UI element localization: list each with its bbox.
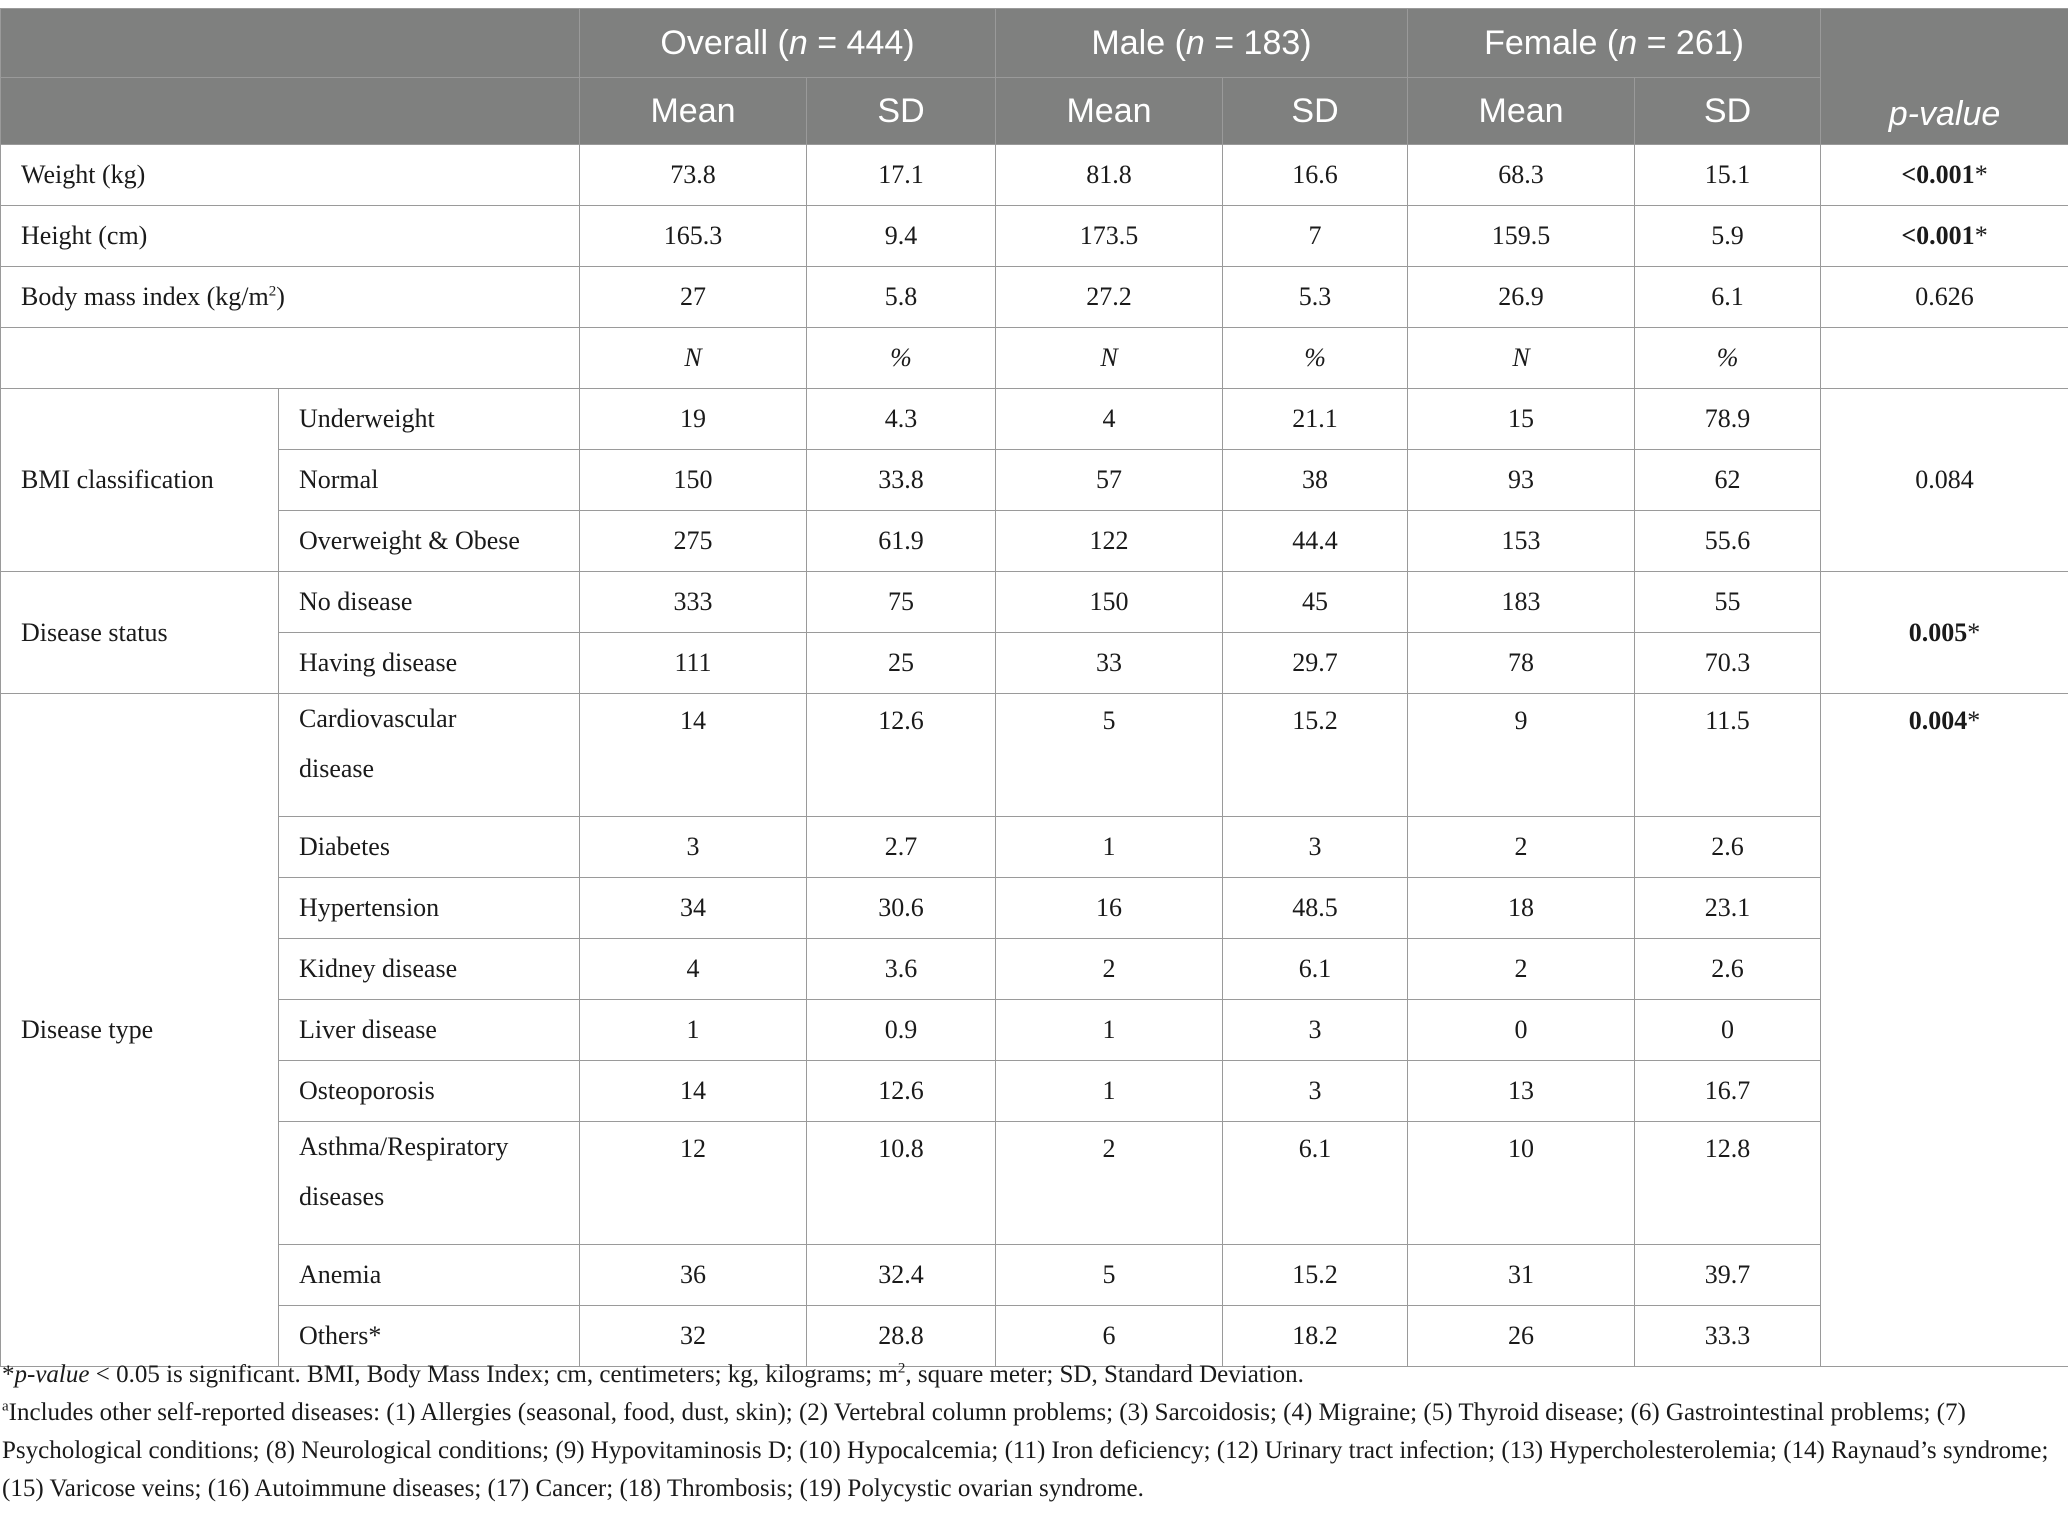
- value-cell: 27.2: [996, 267, 1223, 328]
- sub-row-label-line: disease: [299, 754, 375, 783]
- value-cell: 38: [1223, 450, 1408, 511]
- value-cell: 21.1: [1223, 389, 1408, 450]
- header-p-value: p-value: [1821, 9, 2068, 145]
- value-cell: 25: [807, 633, 996, 694]
- sub-row-label: Normal: [279, 450, 580, 511]
- value-cell: 2: [1408, 817, 1635, 878]
- table-footnotes: [2, 1356, 2062, 1508]
- p-value-star: *: [1967, 617, 1981, 647]
- value-cell: 32: [580, 1306, 807, 1367]
- value-cell: 61.9: [807, 511, 996, 572]
- row-label: [1, 267, 580, 328]
- header-sd: SD: [1635, 78, 1821, 145]
- value-cell: 150: [580, 450, 807, 511]
- p-value-cell: [1821, 694, 2068, 1367]
- sub-row-label: Diabetes: [279, 817, 580, 878]
- n-italic: n: [1185, 23, 1205, 62]
- row-label-text: Weight (kg): [21, 160, 146, 189]
- sub-row-label: Liver disease: [279, 1000, 580, 1061]
- value-cell: 16.6: [1223, 145, 1408, 206]
- table-row: [1, 1061, 2068, 1122]
- p-value-cell: [1821, 389, 2068, 572]
- sub-row-label-line: Asthma/Respiratory: [299, 1132, 509, 1161]
- sub-row-label: No disease: [279, 572, 580, 633]
- value-cell: 26: [1408, 1306, 1635, 1367]
- table-row: [1, 1122, 2068, 1245]
- header-female: Female (n = 261): [1408, 9, 1821, 78]
- header-mean: Mean: [1408, 78, 1635, 145]
- header-sd: SD: [807, 78, 996, 145]
- value-cell: 2: [996, 1122, 1223, 1245]
- footnote-star: *: [2, 1361, 15, 1388]
- table-row: [1, 450, 2068, 511]
- n-percent-cell: N: [996, 328, 1223, 389]
- value-cell: 0.9: [807, 1000, 996, 1061]
- footnote-text-a: < 0.05 is significant. BMI, Body Mass Index; cm, centimeters; kg, kilograms; m: [89, 1361, 898, 1388]
- value-cell: 93: [1408, 450, 1635, 511]
- value-cell: 12.6: [807, 1061, 996, 1122]
- value-cell: 15.2: [1223, 694, 1408, 817]
- sub-row-label: Others*: [279, 1306, 580, 1367]
- value-cell: 32.4: [807, 1245, 996, 1306]
- value-cell: 333: [580, 572, 807, 633]
- value-cell: 62: [1635, 450, 1821, 511]
- header-row-groups: [1, 9, 2068, 78]
- sub-row-label: Hypertension: [279, 878, 580, 939]
- header-male: Male (n = 183): [996, 9, 1408, 78]
- value-cell: 122: [996, 511, 1223, 572]
- table-row: [1, 878, 2068, 939]
- value-cell: 159.5: [1408, 206, 1635, 267]
- value-cell: 33: [996, 633, 1223, 694]
- value-cell: 44.4: [1223, 511, 1408, 572]
- value-cell: 7: [1223, 206, 1408, 267]
- value-cell: 2.6: [1635, 939, 1821, 1000]
- blank-label-cell: [1, 328, 580, 389]
- row-label-text: Body mass index (kg/m: [21, 282, 269, 311]
- p-value-text: 0.004: [1908, 706, 1968, 735]
- value-cell: 6.1: [1635, 267, 1821, 328]
- value-cell: 6.1: [1223, 939, 1408, 1000]
- value-cell: 30.6: [807, 878, 996, 939]
- header-sd: SD: [1223, 78, 1408, 145]
- value-cell: 9: [1408, 694, 1635, 817]
- value-cell: 2: [996, 939, 1223, 1000]
- disease-status-label: Disease status: [1, 572, 279, 694]
- header-row-stats: [1, 78, 2068, 145]
- sub-row-label: [279, 694, 580, 817]
- table-row: [1, 939, 2068, 1000]
- header-overall: Overall (n = 444): [580, 9, 996, 78]
- value-cell: 1: [580, 1000, 807, 1061]
- table-row: [1, 389, 2068, 450]
- value-cell: 5: [996, 694, 1223, 817]
- value-cell: 3: [1223, 1000, 1408, 1061]
- value-cell: 3: [1223, 817, 1408, 878]
- table-row-n-percent: [1, 328, 2068, 389]
- table-row: [1, 633, 2068, 694]
- value-cell: 45: [1223, 572, 1408, 633]
- n-percent-cell: %: [1635, 328, 1821, 389]
- p-value-star: *: [1974, 221, 1988, 250]
- value-cell: 1: [996, 817, 1223, 878]
- value-cell: 5.9: [1635, 206, 1821, 267]
- value-cell: 12: [580, 1122, 807, 1245]
- value-cell: 10.8: [807, 1122, 996, 1245]
- value-cell: 5.8: [807, 267, 996, 328]
- value-cell: 0: [1635, 1000, 1821, 1061]
- value-cell: 29.7: [1223, 633, 1408, 694]
- value-cell: 78.9: [1635, 389, 1821, 450]
- footnote-text-b: , square meter; SD, Standard Deviation.: [905, 1361, 1304, 1388]
- n-percent-cell: %: [1223, 328, 1408, 389]
- footnote-significance: [2, 1356, 2062, 1394]
- table-row: [1, 511, 2068, 572]
- value-cell: 23.1: [1635, 878, 1821, 939]
- value-cell: 153: [1408, 511, 1635, 572]
- row-label-end: ): [276, 282, 285, 311]
- value-cell: 6.1: [1223, 1122, 1408, 1245]
- value-cell: 275: [580, 511, 807, 572]
- value-cell: 48.5: [1223, 878, 1408, 939]
- value-cell: 3: [580, 817, 807, 878]
- n-percent-cell: %: [807, 328, 996, 389]
- table-row: [1, 145, 2068, 206]
- p-value-text: <0.001: [1901, 160, 1975, 189]
- p-value-text: 0.626: [1915, 282, 1974, 311]
- value-cell: 111: [580, 633, 807, 694]
- value-cell: 73.8: [580, 145, 807, 206]
- value-cell: 14: [580, 1061, 807, 1122]
- sub-row-label: Having disease: [279, 633, 580, 694]
- value-cell: 33.8: [807, 450, 996, 511]
- value-cell: 150: [996, 572, 1223, 633]
- value-cell: 5: [996, 1245, 1223, 1306]
- sub-row-label-line: Cardiovascular: [299, 704, 457, 733]
- footnote-other-diseases-text: Includes other self-reported diseases: (1) Allergies (seasonal, food, dust, skin); (2) Vertebral column problems; (3) Sarcoidosis; (4) Migraine; (5) Thyroid disease; (6) Gastrointestinal problems; (7) Psychological conditions; (8) Neurological conditions; (9) Hypovitaminosis D; (10) Hypocalcemia; (11) Iron deficiency; (12) Urinary tract infection; (13) Hypercholesterolemia; (14) Raynaud’s syndrome; (15) Varicose veins; (16) Autoimmune diseases; (17) Cancer; (18) Thrombosis; (19) Polycystic ovarian syndrome.: [2, 1399, 2049, 1502]
- value-cell: 78: [1408, 633, 1635, 694]
- value-cell: 28.8: [807, 1306, 996, 1367]
- disease-type-label: Disease type: [1, 694, 279, 1367]
- value-cell: 12.6: [807, 694, 996, 817]
- value-cell: 9.4: [807, 206, 996, 267]
- value-cell: 1: [996, 1061, 1223, 1122]
- table-row: [1, 267, 2068, 328]
- table-row: [1, 817, 2068, 878]
- value-cell: 183: [1408, 572, 1635, 633]
- value-cell: 15.1: [1635, 145, 1821, 206]
- value-cell: 4.3: [807, 389, 996, 450]
- n-percent-cell: N: [1408, 328, 1635, 389]
- value-cell: 2: [1408, 939, 1635, 1000]
- p-value-cell: [1821, 572, 2068, 694]
- value-cell: 39.7: [1635, 1245, 1821, 1306]
- n-italic: n: [788, 23, 808, 62]
- sub-row-label: Kidney disease: [279, 939, 580, 1000]
- footnote-sup: 2: [897, 1360, 906, 1377]
- row-label-sup: 2: [268, 283, 277, 300]
- value-cell: 13: [1408, 1061, 1635, 1122]
- row-label-text: Height (cm): [21, 221, 148, 250]
- value-cell: 10: [1408, 1122, 1635, 1245]
- sub-row-label: [279, 1122, 580, 1245]
- header-blank-cell: [1, 9, 580, 78]
- blank-p-cell: [1821, 328, 2068, 389]
- table-row: [1, 694, 2068, 817]
- value-cell: 16.7: [1635, 1061, 1821, 1122]
- value-cell: 17.1: [807, 145, 996, 206]
- p-value-text: 0.084: [1915, 465, 1974, 494]
- value-cell: 55.6: [1635, 511, 1821, 572]
- footnote-marker: a: [2, 1398, 9, 1415]
- p-value-cell: [1821, 206, 2068, 267]
- value-cell: 0: [1408, 1000, 1635, 1061]
- n-italic: n: [1618, 23, 1638, 62]
- value-cell: 36: [580, 1245, 807, 1306]
- value-cell: 5.3: [1223, 267, 1408, 328]
- p-value-text: 0.005: [1908, 617, 1968, 647]
- value-cell: 4: [996, 389, 1223, 450]
- value-cell: 6: [996, 1306, 1223, 1367]
- value-cell: 57: [996, 450, 1223, 511]
- demographics-table: [0, 8, 2068, 1367]
- p-value-text: <0.001: [1901, 221, 1975, 250]
- p-value-star: *: [1974, 160, 1988, 189]
- value-cell: 31: [1408, 1245, 1635, 1306]
- value-cell: 15.2: [1223, 1245, 1408, 1306]
- value-cell: 165.3: [580, 206, 807, 267]
- header-blank-cell-2: [1, 78, 580, 145]
- table-row: [1, 572, 2068, 633]
- p-value-star: *: [1967, 706, 1981, 735]
- table-row: [1, 1000, 2068, 1061]
- value-cell: 70.3: [1635, 633, 1821, 694]
- value-cell: 15: [1408, 389, 1635, 450]
- header-mean: Mean: [996, 78, 1223, 145]
- bmi-classification-label: BMI classification: [1, 389, 279, 572]
- sub-row-label: Underweight: [279, 389, 580, 450]
- footnote-other-diseases: [2, 1394, 2062, 1508]
- value-cell: 2.6: [1635, 817, 1821, 878]
- value-cell: 55: [1635, 572, 1821, 633]
- value-cell: 18.2: [1223, 1306, 1408, 1367]
- sub-row-label: Overweight & Obese: [279, 511, 580, 572]
- value-cell: 18: [1408, 878, 1635, 939]
- value-cell: 3.6: [807, 939, 996, 1000]
- sub-row-label: Osteoporosis: [279, 1061, 580, 1122]
- value-cell: 1: [996, 1000, 1223, 1061]
- p-value-cell: [1821, 267, 2068, 328]
- value-cell: 2.7: [807, 817, 996, 878]
- value-cell: 19: [580, 389, 807, 450]
- value-cell: 26.9: [1408, 267, 1635, 328]
- value-cell: 68.3: [1408, 145, 1635, 206]
- value-cell: 27: [580, 267, 807, 328]
- sub-row-label-line: diseases: [299, 1182, 385, 1211]
- table-row: [1, 1245, 2068, 1306]
- value-cell: 4: [580, 939, 807, 1000]
- value-cell: 75: [807, 572, 996, 633]
- value-cell: 81.8: [996, 145, 1223, 206]
- sub-row-label: Anemia: [279, 1245, 580, 1306]
- value-cell: 11.5: [1635, 694, 1821, 817]
- n-percent-cell: N: [580, 328, 807, 389]
- row-label: [1, 206, 580, 267]
- value-cell: 34: [580, 878, 807, 939]
- footnote-pvalue-label: p-value: [14, 1361, 90, 1388]
- value-cell: 33.3: [1635, 1306, 1821, 1367]
- table-row: [1, 206, 2068, 267]
- p-value-cell: [1821, 145, 2068, 206]
- value-cell: 16: [996, 878, 1223, 939]
- value-cell: 14: [580, 694, 807, 817]
- value-cell: 173.5: [996, 206, 1223, 267]
- row-label: [1, 145, 580, 206]
- value-cell: 12.8: [1635, 1122, 1821, 1245]
- header-mean: Mean: [580, 78, 807, 145]
- value-cell: 3: [1223, 1061, 1408, 1122]
